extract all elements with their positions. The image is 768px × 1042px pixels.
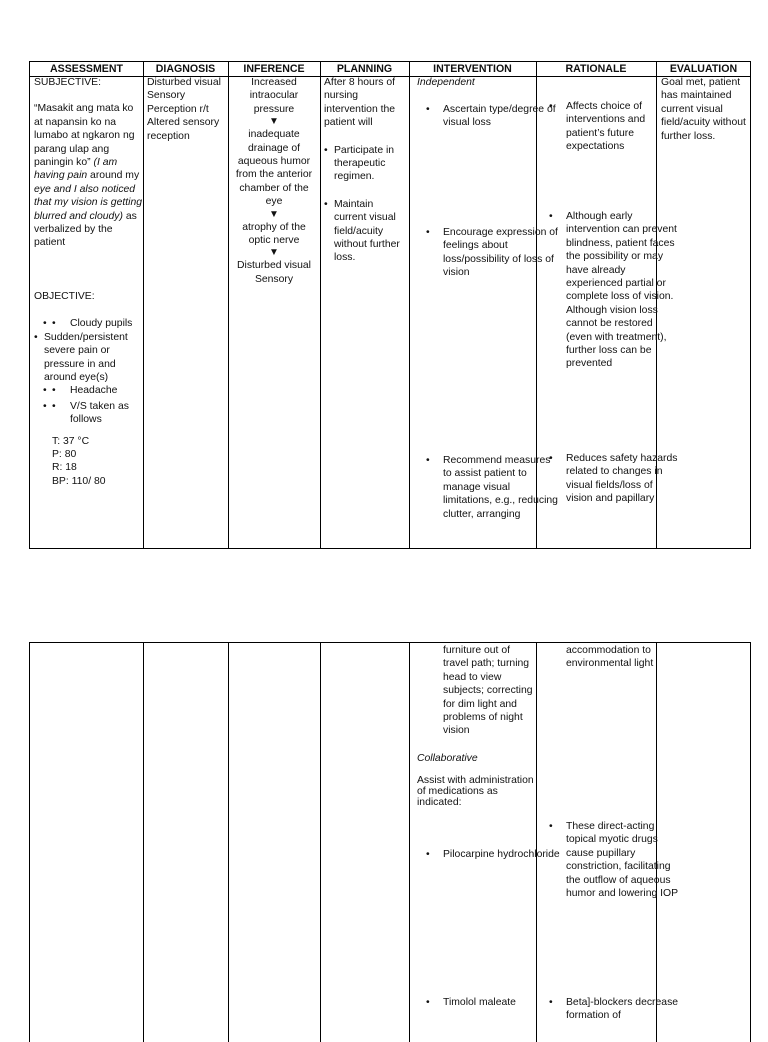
inference-step: Increased intraocular pressure	[249, 77, 299, 115]
evaluation-cell	[661, 76, 751, 143]
objective-item: • • Cloudy pupils	[34, 317, 142, 330]
independent-label: Independent	[417, 77, 475, 88]
column-divider	[320, 62, 321, 548]
column-divider	[536, 643, 537, 1042]
column-divider	[228, 62, 229, 548]
header-diagnosis: DIAGNOSIS	[155, 63, 216, 75]
intervention-item: • Ascertain type/degree of visual loss	[417, 103, 561, 130]
inference-step: Disturbed visual Sensory	[237, 260, 311, 285]
objective-item: • Sudden/persistent severe pain or pressure in and around eye(s)	[34, 331, 142, 385]
intervention-continued: furniture out of travel path; turning head to view subjects; correcting for dim light and problems of night vision	[443, 645, 533, 737]
vital-pulse: P: 80	[52, 448, 77, 460]
rationale-cell-continued	[540, 644, 679, 1022]
subjective-label: SUBJECTIVE:	[34, 77, 101, 88]
objective-item: • • Headache	[34, 384, 142, 397]
planning-item: • Maintain current visual field/acuity without further loss.	[324, 198, 408, 265]
intervention-cell	[417, 76, 558, 520]
column-divider	[320, 643, 321, 1042]
objective-list	[34, 331, 142, 385]
header-intervention: INTERVENTION	[433, 63, 512, 75]
medication-item: • Timolol maleate	[417, 996, 561, 1009]
column-divider	[228, 643, 229, 1042]
assist-text: Assist with administration of medications as indicated:	[417, 775, 534, 809]
evaluation-text: Goal met, patient has maintained current visual field/acuity without further loss.	[661, 77, 746, 142]
vital-temp: T: 37 °C	[52, 435, 90, 447]
planning-item: • Participate in therapeutic regimen.	[324, 144, 408, 184]
collaborative-label: Collaborative	[417, 752, 478, 764]
objective-list	[34, 384, 142, 426]
inference-step: inadequate drainage of aqueous humor from the anterior chamber of the eye	[235, 129, 313, 208]
diagnosis-text: Altered sensory reception	[147, 117, 220, 142]
diagnosis-cell	[147, 76, 227, 143]
diagnosis-text: Disturbed visual Sensory Perception r/t	[147, 77, 221, 115]
down-arrow-icon: ▼	[269, 208, 279, 220]
care-plan-table-page-2	[29, 642, 751, 1042]
rationale-item: • Beta]-blockers decrease formation of	[540, 996, 681, 1023]
planning-intro: After 8 hours of nursing intervention the patient will	[324, 77, 396, 129]
column-divider	[409, 62, 410, 548]
care-plan-table-page-1	[29, 61, 751, 549]
vital-signs	[34, 435, 142, 489]
objective-item: • • V/S taken as follows	[34, 400, 142, 427]
vital-resp: R: 18	[52, 462, 77, 474]
assessment-cell	[34, 76, 142, 488]
planning-list	[324, 144, 408, 265]
rationale-continued: accommodation to environmental light	[566, 645, 654, 670]
column-divider	[409, 643, 410, 1042]
rationale-item: • Reduces safety hazards related to changes in visual fields/loss of vision and papillary	[540, 452, 681, 506]
intervention-item: • Recommend measures to assist patient to manage visual limitations, e.g., reducing clutter, arranging	[417, 454, 561, 521]
objective-list	[34, 317, 142, 330]
subjective-quote: “Masakit ang mata ko at napansin ko na lumabo at ngkaron ng parang ulap ang paningin ko” (I am having pain around my eye and I also noticed that my vision is getting blurred and cloudy) as verbalized by the patient	[34, 103, 142, 249]
header-planning: PLANNING	[336, 63, 393, 75]
down-arrow-icon: ▼	[269, 247, 279, 259]
column-divider	[143, 643, 144, 1042]
intervention-cell-continued	[417, 644, 560, 1008]
objective-label: OBJECTIVE:	[34, 290, 95, 302]
column-divider	[143, 62, 144, 548]
intervention-item: • Encourage expression of feelings about loss/possibility of loss of vision	[417, 226, 561, 280]
rationale-item: • Affects choice of interventions and patient’s future expectations	[540, 100, 681, 154]
rationale-item: • These direct-acting topical myotic drugs cause pupillary constriction, facilitating the outflow of aqueous humor and lowering IOP	[540, 820, 681, 900]
down-arrow-icon: ▼	[269, 116, 279, 128]
rationale-item: • Although early intervention can prevent blindness, patient faces the possibility or may have already experienced partial or complete loss of vision. Although vision loss cannot be restored (even with treatment), further loss can be prevented	[540, 210, 681, 371]
header-assessment: ASSESSMENT	[50, 63, 123, 75]
planning-cell	[324, 76, 408, 265]
medication-item: • Pilocarpine hydrochloride	[417, 848, 561, 861]
header-evaluation: EVALUATION	[669, 63, 738, 75]
inference-step: atrophy of the optic nerve	[242, 221, 306, 247]
inference-cell	[230, 76, 318, 286]
header-rationale: RATIONALE	[565, 63, 627, 75]
header-inference: INFERENCE	[243, 63, 305, 75]
vital-bp: BP: 110/ 80	[52, 475, 106, 487]
